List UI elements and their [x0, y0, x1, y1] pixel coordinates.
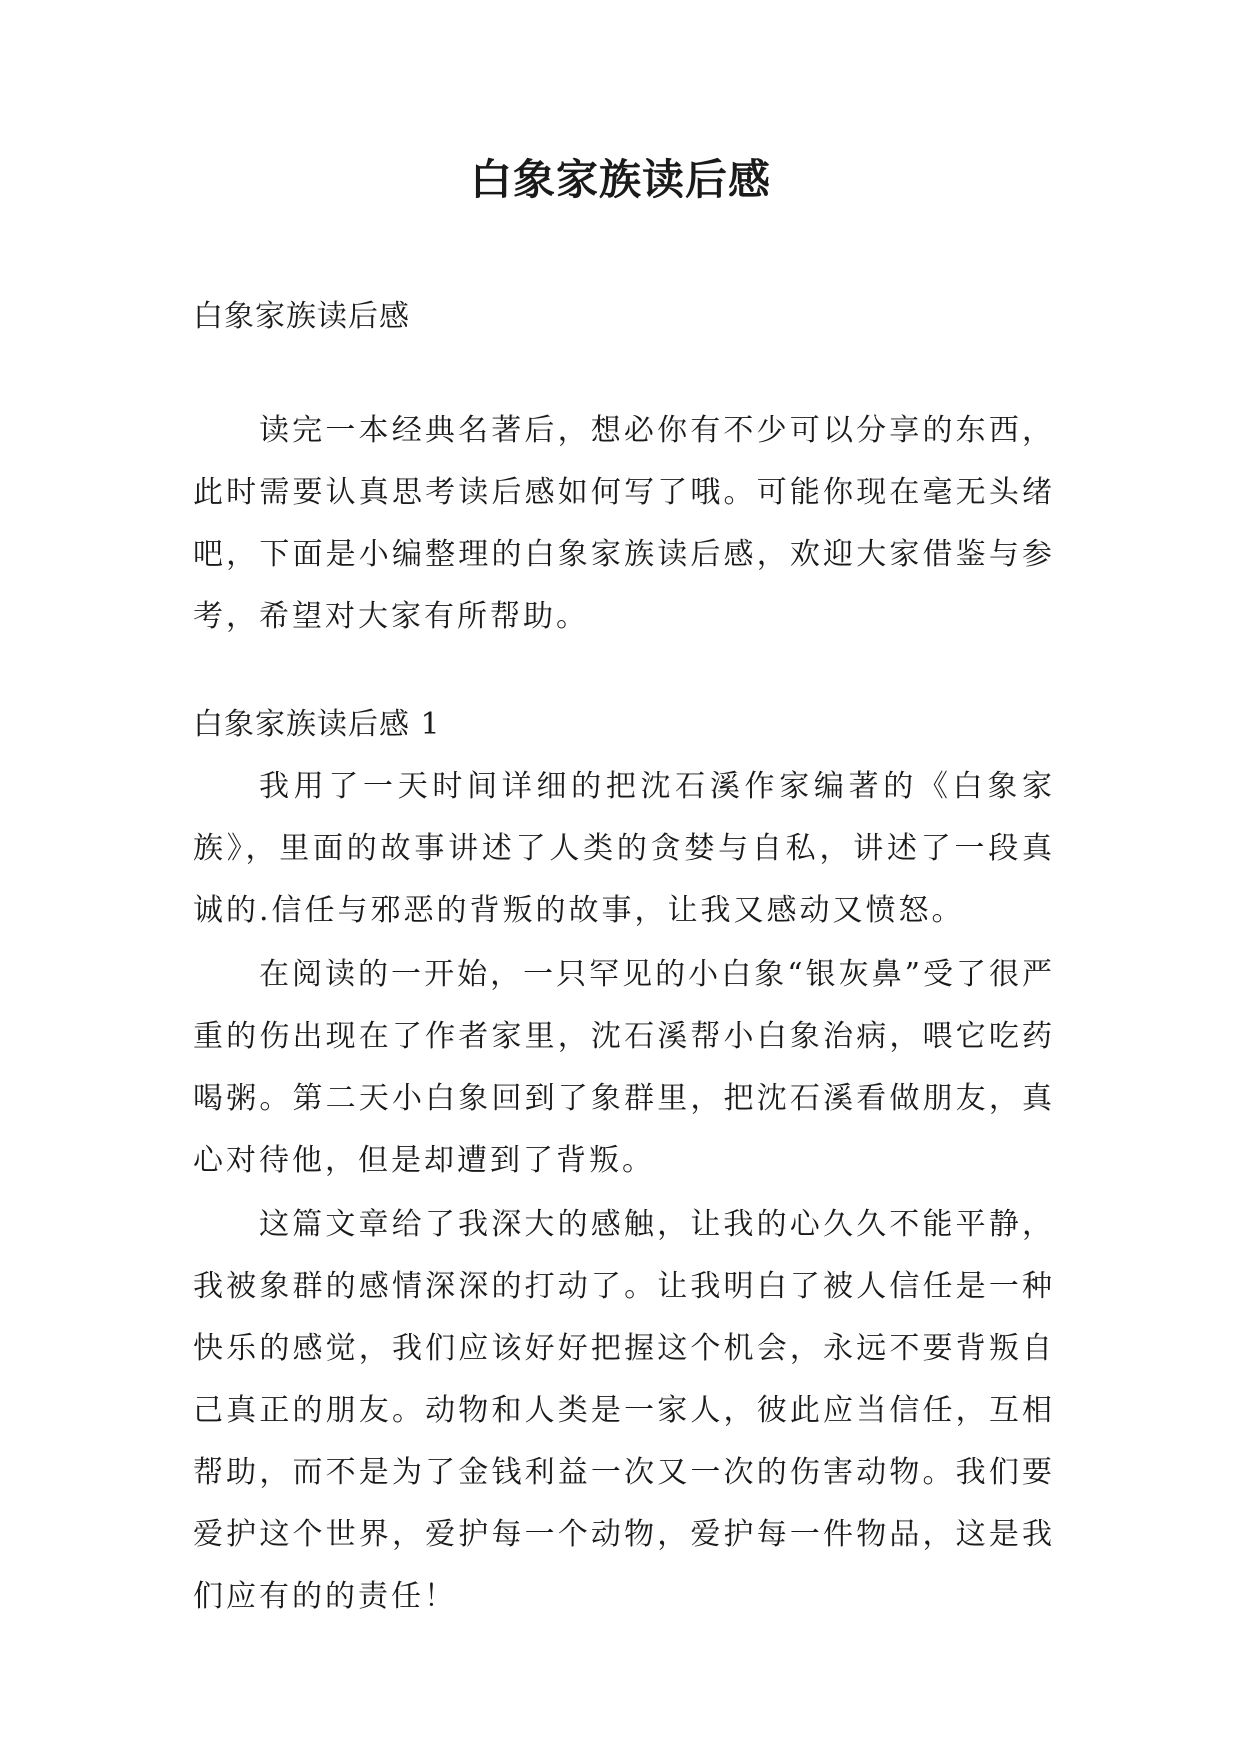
section-heading: 白象家族读后感 1: [193, 707, 441, 742]
document-title: 白象家族读后感: [469, 155, 771, 204]
document-subtitle: 白象家族读后感: [193, 299, 410, 334]
body-paragraph-3: 这篇文章给了我深大的感触，让我的心久久不能平静，我被象群的感情深深的打动了。让我明白了被人信任是一种快乐的感觉，我们应该好好把握这个机会，永远不要背叛自己真正的朋友。动物和人类是一家人，彼此应当信任，互相帮助，而不是为了金钱利益一次又一次的伤害动物。我们要爱护这个世界，爱护每一个动物，爱护每一件物品，这是我们应有的的责任！: [193, 1207, 1055, 1614]
body-paragraph-2: 在阅读的一开始，一只罕见的小白象“银灰鼻”受了很严重的伤出现在了作者家里，沈石溪帮小白象治病，喂它吃药喝粥。第二天小白象回到了象群里，把沈石溪看做朋友，真心对待他，但是却遭到了背叛。: [193, 957, 1055, 1178]
intro-paragraph: 读完一本经典名著后，想必你有不少可以分享的东西，此时需要认真思考读后感如何写了哦。可能你现在毫无头绪吧，下面是小编整理的白象家族读后感，欢迎大家借鉴与参考，希望对大家有所帮助。: [193, 413, 1055, 634]
body-paragraph-1: 我用了一天时间详细的把沈石溪作家编著的《白象家族》，里面的故事讲述了人类的贪婪与自私，讲述了一段真诚的.信任与邪恶的背叛的故事，让我又感动又愤怒。: [193, 769, 1055, 928]
